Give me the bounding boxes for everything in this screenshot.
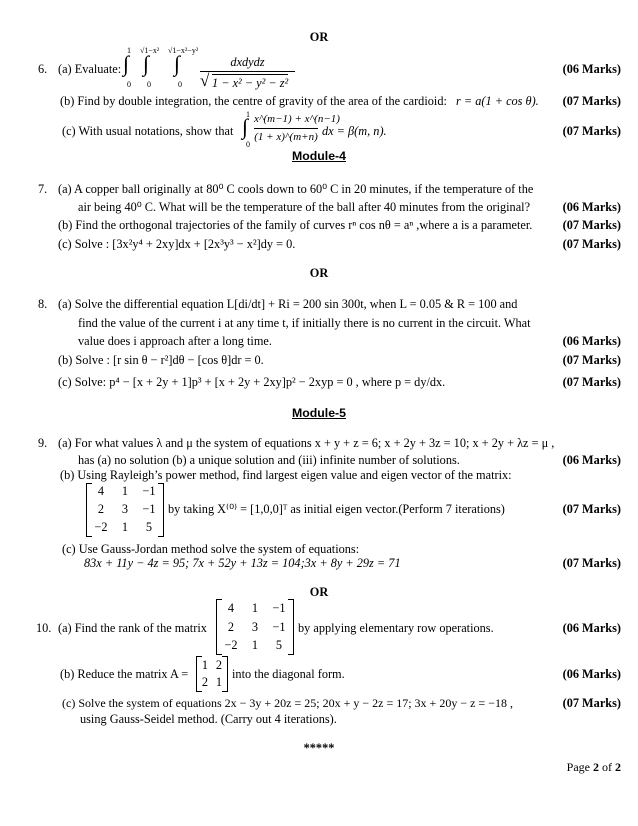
module-5-heading: Module-5: [292, 406, 346, 420]
question-6-number: 6.: [38, 62, 48, 76]
integral-sign-3: ∫: [174, 51, 181, 76]
q6c-denominator: (1 + x)^(m+n): [254, 131, 318, 143]
marks-6a: (06 Marks): [562, 62, 621, 76]
q6c-numerator: x^(m−1) + x^(n−1): [254, 113, 340, 125]
marks-9b: (07 Marks): [562, 502, 621, 516]
marks-10a: (06 Marks): [562, 621, 621, 635]
or-separator: OR: [309, 585, 329, 599]
matrix-10b: [196, 656, 228, 692]
question-9b-line1: (b) Using Rayleigh’s power method, find largest eigen value and eigen vector of the matrix:: [60, 468, 512, 482]
question-7c-text: (c) Solve : [3x²y⁴ + 2xy]dx + [2x³y³ − x²]dy = 0.: [58, 237, 296, 251]
matrix-cell: 2: [227, 620, 235, 634]
matrix-10a: [216, 599, 294, 655]
matrix-cell: 1: [121, 520, 129, 534]
question-9c-line2: 83x + 11y − 4z = 95; 7x + 52y + 13z = 104;3x + 8y + 29z = 71: [84, 556, 401, 570]
question-10c-line1: (c) Solve the system of equations 2x − 3y + 20z = 25; 20x + y − 2z = 17; 3x + 20y − z = −18 ,: [62, 696, 513, 710]
marks-6b: (07 Marks): [562, 94, 621, 108]
end-of-paper-mark: *****: [303, 741, 335, 755]
question-8a-line3: value does i approach after a long time.: [78, 334, 272, 348]
question-8a-line2: find the value of the current i at any time t, if initially there is no current in the circuit. What: [78, 316, 531, 330]
sqrt-sign: √: [200, 71, 210, 90]
matrix-cell: 1: [121, 484, 129, 498]
question-9a-line1: (a) For what values λ and μ the system of equations x + y + z = 6; x + 2y + 3z = 10; x + 2y + λz = μ ,: [58, 436, 555, 450]
matrix-cell: −1: [272, 601, 286, 615]
matrix-cell: 5: [145, 520, 153, 534]
matrix-cell: −1: [272, 620, 286, 634]
question-10c-line2: using Gauss-Seidel method. (Carry out 4 iterations).: [80, 712, 337, 726]
question-6c-text: (c) With usual notations, show that: [62, 124, 234, 138]
int2-upper-limit: √1−x²: [140, 46, 160, 55]
question-9-number: 9.: [38, 436, 48, 450]
q6a-denominator: 1 − x² − y² − z²: [212, 76, 289, 90]
int2-lower-limit: 0: [147, 80, 151, 89]
question-7b-text: (b) Find the orthogonal trajectories of the family of curves rⁿ cos nθ = aⁿ ,where a is a parameter.: [58, 218, 533, 232]
marks-8c: (07 Marks): [562, 375, 621, 389]
matrix-cell: 2: [201, 675, 209, 689]
matrix-cell: −1: [142, 502, 156, 516]
question-10a-prefix: (a) Find the rank of the matrix: [58, 621, 207, 635]
matrix-cell: −1: [142, 484, 156, 498]
matrix-cell: 1: [251, 601, 259, 615]
q6c-equation: dx = β(m, n).: [322, 124, 387, 138]
footer-total-pages: 2: [615, 760, 621, 774]
matrix-cell: 1: [251, 638, 259, 652]
marks-7c: (07 Marks): [562, 237, 621, 251]
footer-of: of: [599, 760, 615, 774]
q6a-numerator: dxdydz: [230, 55, 265, 69]
question-7-number: 7.: [38, 182, 48, 196]
or-separator: OR: [309, 266, 329, 280]
matrix-cell: 1: [201, 658, 209, 672]
marks-6c: (07 Marks): [562, 124, 621, 138]
question-8c-text: (c) Solve: p⁴ − [x + 2y + 1]p³ + [x + 2y + 2xy]p² − 2xyp = 0 , where p = dy/dx.: [58, 375, 446, 389]
marks-8a: (06 Marks): [562, 334, 621, 348]
marks-9a: (06 Marks): [562, 453, 621, 467]
matrix-cell: 4: [227, 601, 235, 615]
int3-lower-limit: 0: [178, 80, 182, 89]
page-footer: [567, 760, 621, 775]
int-c-upper-limit: 1: [246, 110, 250, 119]
matrix-cell: 5: [275, 638, 283, 652]
integral-sign-c: ∫: [242, 114, 249, 139]
matrix-cell: 3: [121, 502, 129, 516]
int3-upper-limit: √1−x²−y²: [168, 46, 199, 55]
marks-8b: (07 Marks): [562, 353, 621, 367]
question-8a-line1: (a) Solve the differential equation L[di/dt] + Ri = 200 sin 300t, when L = 0.05 & R = 100 and: [58, 297, 518, 311]
matrix-cell: 1: [215, 675, 223, 689]
or-separator: OR: [309, 30, 329, 44]
question-10b-prefix: (b) Reduce the matrix A =: [60, 667, 189, 681]
question-10-number: 10.: [36, 621, 52, 635]
matrix-cell: −2: [94, 520, 108, 534]
matrix-cell: −2: [224, 638, 238, 652]
integral-sign-2: ∫: [143, 51, 150, 76]
q6a-fraction-bar: [200, 71, 295, 72]
footer-prefix: Page: [566, 760, 593, 774]
question-10a-suffix: by applying elementary row operations.: [298, 621, 494, 635]
marks-10c: (07 Marks): [562, 696, 621, 710]
question-9c-line1: (c) Use Gauss-Jordan method solve the system of equations:: [62, 542, 360, 556]
question-8-number: 8.: [38, 297, 48, 311]
question-7a-line1: (a) A copper ball originally at 80⁰ C cools down to 60⁰ C in 20 minutes, if the temperature of the: [58, 182, 534, 196]
marks-7b: (07 Marks): [562, 218, 621, 232]
question-9b-line2: by taking X⁽⁰⁾ = [1,0,0]ᵀ as initial eigen vector.(Perform 7 iterations): [168, 502, 505, 516]
int-c-lower-limit: 0: [246, 140, 250, 149]
marks-9c: (07 Marks): [562, 556, 621, 570]
marks-10b: (06 Marks): [562, 667, 621, 681]
matrix-cell: 2: [97, 502, 105, 516]
integral-sign-1: ∫: [123, 51, 130, 76]
question-6b-text: (b) Find by double integration, the centre of gravity of the area of the cardioid:: [60, 94, 447, 108]
question-7a-line2: air being 40⁰ C. What will be the temperature of the ball after 40 minutes from the original?: [78, 200, 531, 214]
matrix-cell: 2: [215, 658, 223, 672]
question-6b-equation: r = a(1 + cos θ).: [456, 94, 539, 108]
question-6a-prefix: (a) Evaluate:: [58, 62, 122, 76]
marks-7a: (06 Marks): [562, 200, 621, 214]
question-9a-line2: has (a) no solution (b) a unique solution and (iii) infinite number of solutions.: [78, 453, 460, 467]
module-4-heading: Module-4: [292, 149, 346, 163]
matrix-cell: 3: [251, 620, 259, 634]
question-8b-text: (b) Solve : [r sin θ − r²]dθ − [cos θ]dr = 0.: [58, 353, 264, 367]
footer-current-page: 2: [593, 760, 599, 774]
int1-upper-limit: 1: [127, 46, 131, 55]
question-10b-suffix: into the diagonal form.: [232, 667, 345, 681]
matrix-9b: [86, 483, 164, 537]
int1-lower-limit: 0: [127, 80, 131, 89]
q6c-fraction-bar: [254, 128, 318, 129]
matrix-cell: 4: [97, 484, 105, 498]
